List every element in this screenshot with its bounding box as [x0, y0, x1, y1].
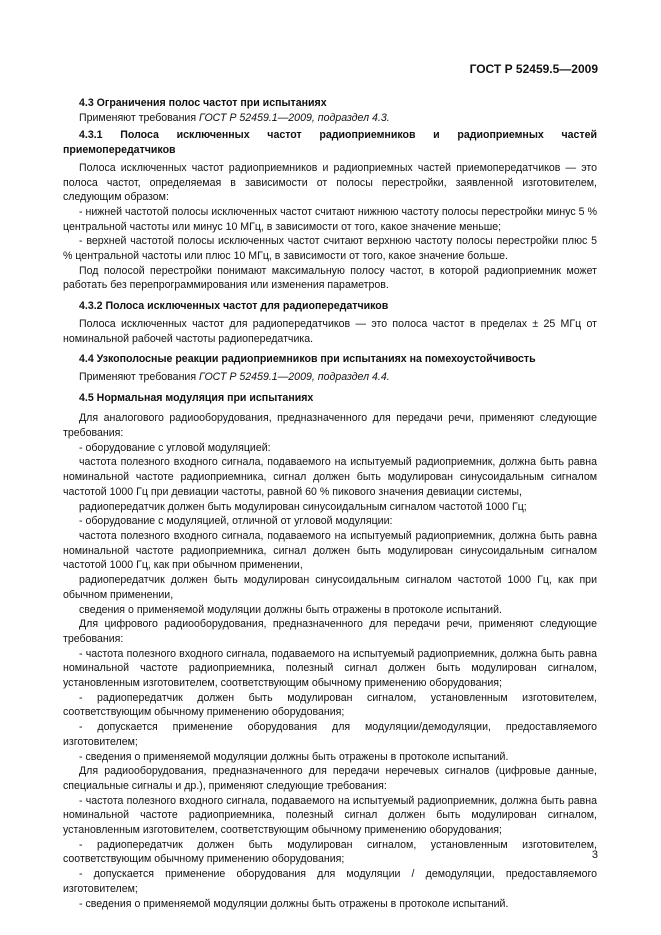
paragraph: радиопередатчик должен быть модулирован синусоидальным сигналом частотой 1000 Гц;: [79, 500, 527, 513]
list-item: - допускается применение оборудования для модуляции / демодуляции, предоставляемого изготовителем;: [63, 868, 597, 895]
page-header-standard: ГОСТ Р 52459.5—2009: [469, 62, 598, 76]
section-4-5-heading: 4.5 Нормальная модуляция при испытаниях: [79, 391, 314, 404]
section-4-4-heading: 4.4 Узкополосные реакции радиоприемников при испытаниях на помехоустойчивость: [79, 353, 536, 366]
paragraph: Под полосой перестройки понимают максимальную полосу частот, в которой радиоприемник может работать без перепрограммирования или изменения параметров.: [63, 264, 597, 292]
list-item: - радиопередатчик должен быть модулирован сигналом, установленным изготовителем, соответствующим обычному применению оборудования;: [63, 691, 597, 719]
list-item: - частота полезного входного сигнала, подаваемого на испытуемый радиоприемник, должна быть равна номинальной частоте радиоприемника, полезный сигнал должен быть модулирован сигналом, установленным изготовителем, соответствующим обычному применению оборудования;: [63, 647, 597, 690]
page-number: 3: [591, 849, 598, 861]
list-item: - верхней частотой полосы исключенных частот считают верхнюю частоту полосы перестройки плюс 5 % центральной частоты или плюс 10 МГц, в зависимости от того, какое значение больше.: [63, 235, 597, 263]
list-item: - радиопередатчик должен быть модулирован сигналом, установленным изготовителем, соответствующим обычному применению оборудования;: [63, 838, 597, 866]
paragraph: радиопередатчик должен быть модулирован синусоидальным сигналом частотой 1000 Гц, как при обычном применении,: [63, 574, 597, 601]
list-item: - сведения о применяемой модуляции должны быть отражены в протоколе испытаний.: [79, 897, 509, 910]
paragraph: Полоса исключенных частот радиоприемников и радиоприемных частей приемопередатчиков — это полоса частот, определяемая в зависимости от полосы перестройки, заявленной изготовителем, следующим образом:: [63, 161, 597, 204]
requirement-prefix: Применяют требования: [79, 370, 200, 383]
list-item: - оборудование с угловой модуляцией:: [79, 441, 271, 454]
paragraph: Полоса исключенных частот для радиопередатчиков — это полоса частот в пределах ± 25 МГц от номинальной рабочей частоты радиопередатчика.: [63, 317, 597, 345]
paragraph: частота полезного входного сигнала, подаваемого на испытуемый радиоприемник, должна быть равна номинальной частоте радиоприемника, сигнал должен быть модулирован синусоидальным сигналом частотой 1000 Гц при девиации частоты, равной 60 % пикового значения девиации системы,: [63, 456, 597, 498]
requirement-reference: ГОСТ Р 52459.1—2009, подраздел 4.4.: [199, 370, 390, 383]
paragraph: сведения о применяемой модуляции должны быть отражены в протоколе испытаний.: [79, 603, 502, 616]
section-4-3-requirement: [63, 111, 597, 126]
requirement-prefix: Применяют требования: [79, 111, 200, 124]
list-item: - допускается применение оборудования для модуляции/демодуляции, предоставляемого изготовителем;: [63, 721, 597, 748]
paragraph: Для радиооборудования, предназначенного для передачи неречевых сигналов (цифровые данные, специальные сигналы и др.), применяют следующие требования:: [63, 765, 597, 792]
paragraph: Для цифрового радиооборудования, предназначенного для передачи речи, применяют следующие требования:: [63, 618, 597, 645]
list-item: - нижней частотой полосы исключенных частот считают нижнюю частоту полосы перестройки минус 5 % центральной частоты или минус 10 МГц, в зависимости от того, какое значение меньше;: [63, 205, 597, 233]
section-4-3-heading: 4.3 Ограничения полос частот при испытаниях: [79, 97, 327, 109]
paragraph: Для аналогового радиооборудования, предназначенного для передачи речи, применяют следующие требования:: [63, 412, 597, 440]
requirement-reference: ГОСТ Р 52459.1—2009, подраздел 4.3.: [199, 111, 390, 124]
list-item: - частота полезного входного сигнала, подаваемого на испытуемый радиоприемник, должна быть равна номинальной частоте радиоприемника, полезный сигнал должен быть модулирован сигналом, установленным изготовителем, соответствующим обычному применению оборудования;: [63, 794, 597, 837]
section-4-3-1-heading: 4.3.1 Полоса исключенных частот радиоприемников и радиоприемных частей приемопередатчиков: [63, 129, 597, 157]
list-item: - оборудование с модуляцией, отличной от угловой модуляции:: [79, 515, 393, 528]
section-4-4-requirement: [63, 370, 597, 385]
list-item: - сведения о применяемой модуляции должны быть отражены в протоколе испытаний.: [79, 750, 509, 763]
paragraph: частота полезного входного сигнала, подаваемого на испытуемый радиоприемник, должна быть равна номинальной частоте радиоприемника, сигнал должен быть модулирован синусоидальным сигналом частотой 1000 Гц, как при обычном применении,: [63, 529, 597, 572]
section-4-3-2-heading: 4.3.2 Полоса исключенных частот для радиопередатчиков: [79, 300, 389, 313]
document-body: [63, 90, 597, 911]
